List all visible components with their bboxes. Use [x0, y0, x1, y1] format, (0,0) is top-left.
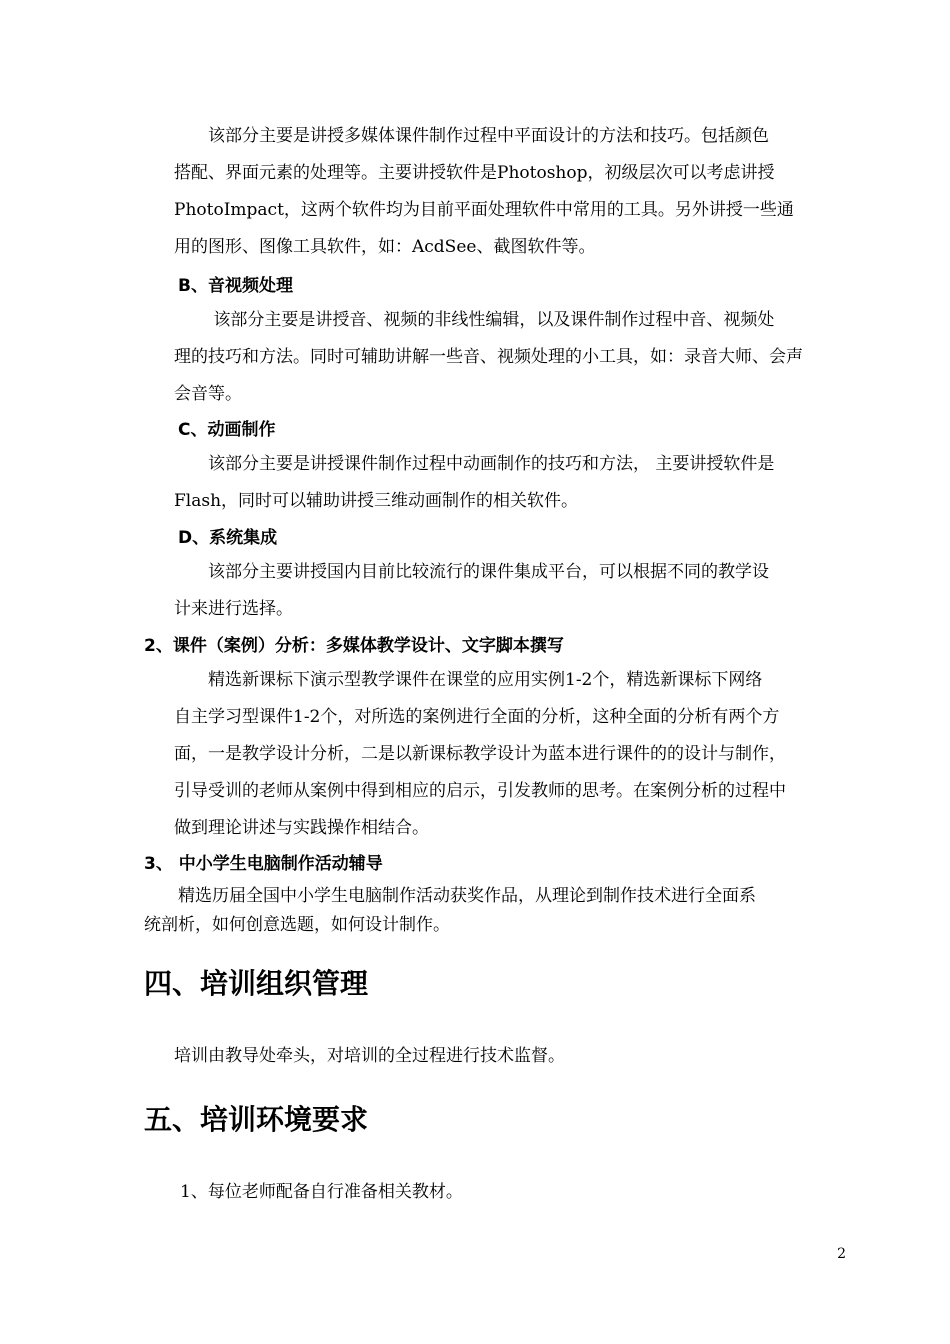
heading-c-animation: C、动画制作 [178, 420, 276, 440]
heading-d-system-integration: D、系统集成 [178, 528, 278, 548]
section-5-item-1 [180, 1174, 854, 1211]
audio-video-paragraph [174, 302, 848, 413]
text-line: 精选新课标下演示型教学课件在课堂的应用实例1-2个，精选新课标下网络 [174, 670, 763, 690]
system-integration-paragraph [174, 554, 848, 628]
text-line: 搭配、界面元素的处理等。主要讲授软件是Photoshop，初级层次可以考虑讲授 [174, 163, 775, 183]
text-line: 该部分主要讲授国内目前比较流行的课件集成平台，可以根据不同的教学设 [174, 562, 769, 582]
graphics-design-paragraph [174, 118, 848, 266]
text-line: 引导受训的老师从案例中得到相应的启示，引发教师的思考。在案例分析的过程中 [174, 781, 786, 801]
text-line: 该部分主要是讲授音、视频的非线性编辑，以及课件制作过程中音、视频处 [174, 310, 775, 330]
text-line: 理的技巧和方法。同时可辅助讲解一些音、视频处理的小工具，如：录音大师、会声 [174, 347, 803, 367]
case-analysis-paragraph [174, 662, 848, 847]
text-line: 做到理论讲述与实践操作相结合。 [174, 818, 429, 838]
text-line: 该部分主要是讲授多媒体课件制作过程中平面设计的方法和技巧。包括颜色 [174, 126, 769, 146]
text-line: 1、每位老师配备自行准备相关教材。 [180, 1182, 463, 1202]
text-line: 培训由教导处牵头，对培训的全过程进行技术监督。 [174, 1046, 565, 1066]
text-line: 自主学习型课件1-2个，对所选的案例进行全面的分析，这种全面的分析有两个方 [174, 707, 780, 727]
section-5-title: 五、培训环境要求 [144, 1103, 369, 1136]
student-activity-paragraph [144, 882, 848, 940]
heading-item-2-case-analysis: 2、课件（案例）分析：多媒体教学设计、文字脚本撰写 [144, 636, 564, 656]
section-4-title: 四、培训组织管理 [144, 967, 369, 1000]
text-line: 面，一是教学设计分析，二是以新课标教学设计为蓝本进行课件的的设计与制作， [174, 744, 786, 764]
text-line: 会音等。 [174, 384, 242, 404]
heading-item-3-student-activity: 3、 中小学生电脑制作活动辅导 [144, 854, 383, 874]
heading-b-audio-video: B、音视频处理 [178, 276, 293, 296]
text-line: 计来进行选择。 [174, 599, 293, 619]
text-line: 精选历届全国中小学生电脑制作活动获奖作品，从理论到制作技术进行全面系 [144, 886, 756, 906]
text-line: 用的图形、图像工具软件，如：AcdSee、截图软件等。 [174, 237, 596, 257]
section-4-paragraph [174, 1038, 848, 1075]
text-line: Flash，同时可以辅助讲授三维动画制作的相关软件。 [174, 491, 579, 511]
text-line: 该部分主要是讲授课件制作过程中动画制作的技巧和方法， 主要讲授软件是 [174, 454, 775, 474]
page-number: 2 [837, 1246, 846, 1262]
text-line: PhotoImpact，这两个软件均为目前平面处理软件中常用的工具。另外讲授一些通 [174, 200, 794, 220]
text-line: 统剖析，如何创意选题，如何设计制作。 [144, 915, 450, 935]
animation-paragraph [174, 446, 848, 520]
